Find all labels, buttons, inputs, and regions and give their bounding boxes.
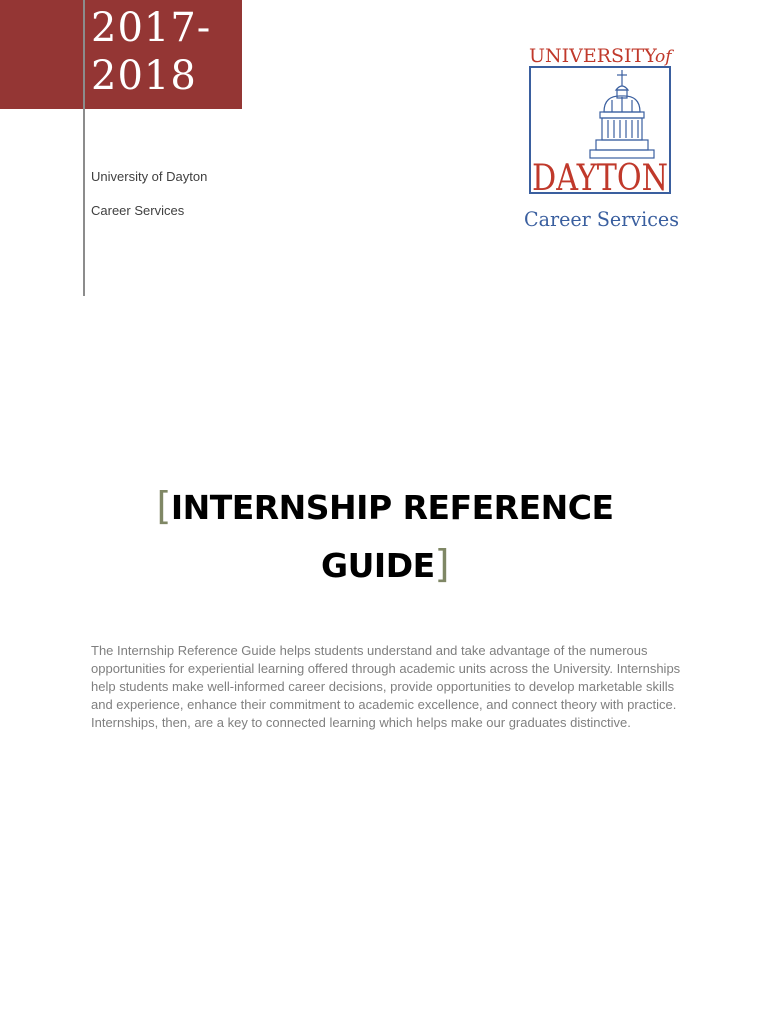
year-label: 2017- 2018 <box>91 5 212 99</box>
department-name: Career Services <box>91 203 185 218</box>
university-logo <box>520 40 682 235</box>
title-close-bracket: ] <box>434 542 449 586</box>
vertical-rule <box>83 0 85 296</box>
logo-university-text: UNIVERSITY <box>529 45 657 67</box>
logo-of-text: of <box>655 47 672 67</box>
logo-dayton-text: DAYTON <box>532 158 668 199</box>
summary-paragraph: The Internship Reference Guide helps students understand and take advantage of the numerous opportunities for experiential learning offered through academic units across the University. Internships help students make well-informed career decisions, provide opportunities to develop marketable skills and experience, enhance their commitment to academic excellence, and connect theory with practice. Internships, then, are a key to connected learning which helps make our graduates distinctive. <box>91 643 681 730</box>
chapel-dome-icon <box>590 70 654 158</box>
logo-career-services-text: Career Services <box>524 207 679 231</box>
title-open-bracket: [ <box>156 484 171 528</box>
organization-name: University of Dayton <box>91 169 208 184</box>
document-title <box>100 478 670 594</box>
title-text: INTERNSHIP REFERENCE GUIDE <box>170 488 614 585</box>
